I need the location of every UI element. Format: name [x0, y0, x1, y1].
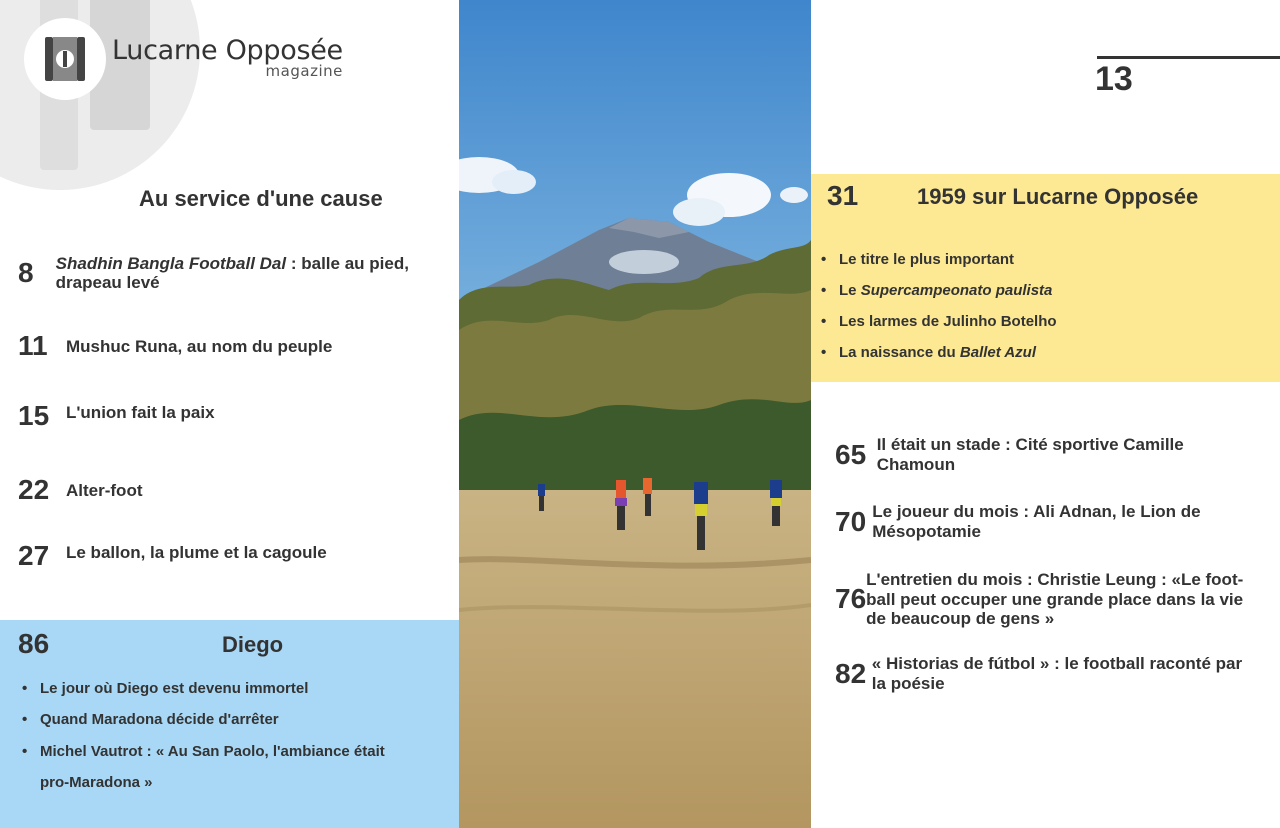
list-item[interactable]: • Les larmes de Julinho Botelho	[821, 306, 1261, 337]
page-number: 13	[1095, 60, 1133, 98]
toc-item[interactable]	[18, 254, 418, 292]
toc-title: Le joueur du mois : Ali Adnan, le Lion de Mésopotamie	[872, 502, 1201, 541]
toc-title: L'union fait la paix	[66, 402, 215, 422]
toc-title: L'entretien du mois : Christie Leung : «Le foot-ball peut occuper une grande place dans la vie de beaucoup de gens »	[866, 570, 1244, 628]
list-item[interactable]: • La naissance du Ballet Azul	[821, 337, 1261, 368]
toc-page-number: 76	[835, 583, 867, 615]
toc-title: Shadhin Bangla Football Dal : balle au pied, drapeau levé	[55, 254, 409, 292]
list-item[interactable]: • Le jour où Diego est devenu immortel	[22, 678, 402, 700]
toc-item[interactable]	[18, 540, 418, 572]
diego-list	[22, 678, 402, 798]
y1959-page-number: 31	[827, 180, 859, 211]
page-rule	[1097, 56, 1280, 59]
toc-page-number: 65	[835, 438, 867, 470]
cover-photo	[459, 0, 811, 828]
football-field-photo	[459, 0, 811, 828]
toc-title: « Historias de fútbol » : le football raconté par la poésie	[871, 654, 1243, 693]
toc-page-number: 82	[835, 657, 867, 689]
brand-name: Lucarne Opposée	[112, 34, 343, 66]
y1959-title: 1959 sur Lucarne Opposée	[917, 184, 1199, 209]
toc-item[interactable]	[18, 400, 418, 432]
left-column	[0, 0, 459, 828]
y1959-section	[811, 174, 1280, 382]
toc-item[interactable]	[18, 474, 418, 506]
right-column	[811, 0, 1280, 828]
toc-page-number: 70	[835, 505, 867, 537]
list-item[interactable]: • Le titre le plus important	[821, 244, 1261, 275]
toc-title: Alter-foot	[66, 480, 143, 500]
toc-page-number: 15	[18, 400, 50, 431]
list-item[interactable]: • Quand Maradona décide d'arrêter	[22, 709, 402, 731]
toc-title: Le ballon, la plume et la cagoule	[66, 542, 327, 562]
diego-section	[0, 620, 459, 828]
toc-item[interactable]	[18, 330, 418, 362]
toc-item[interactable]	[835, 654, 1255, 693]
toc-item[interactable]	[835, 502, 1255, 541]
toc-page-number: 8	[18, 257, 34, 288]
list-item[interactable]: • Le Supercampeonato paulista	[821, 275, 1261, 306]
y1959-list	[821, 244, 1261, 368]
brand-subtitle: magazine	[265, 61, 343, 80]
toc-page-number: 22	[18, 474, 50, 505]
toc-item[interactable]	[835, 570, 1255, 629]
toc-page-number: 11	[18, 330, 48, 361]
toc-item[interactable]	[835, 435, 1255, 474]
list-item[interactable]: • Michel Vautrot : « Au San Paolo, l'ambiance était pro-Maradona »	[22, 736, 402, 798]
diego-title: Diego	[222, 632, 284, 657]
brand-logo[interactable]	[24, 18, 343, 100]
toc-title: Il était un stade : Cité sportive Camille Chamoun	[876, 435, 1184, 474]
toc-title: Mushuc Runa, au nom du peuple	[66, 336, 333, 356]
diego-page-number: 86	[18, 628, 50, 659]
toc-page-number: 27	[18, 540, 50, 571]
logo-mark-icon	[37, 31, 93, 87]
section-title-cause: Au service d'une cause	[139, 186, 383, 211]
logo-emblem	[24, 18, 106, 100]
